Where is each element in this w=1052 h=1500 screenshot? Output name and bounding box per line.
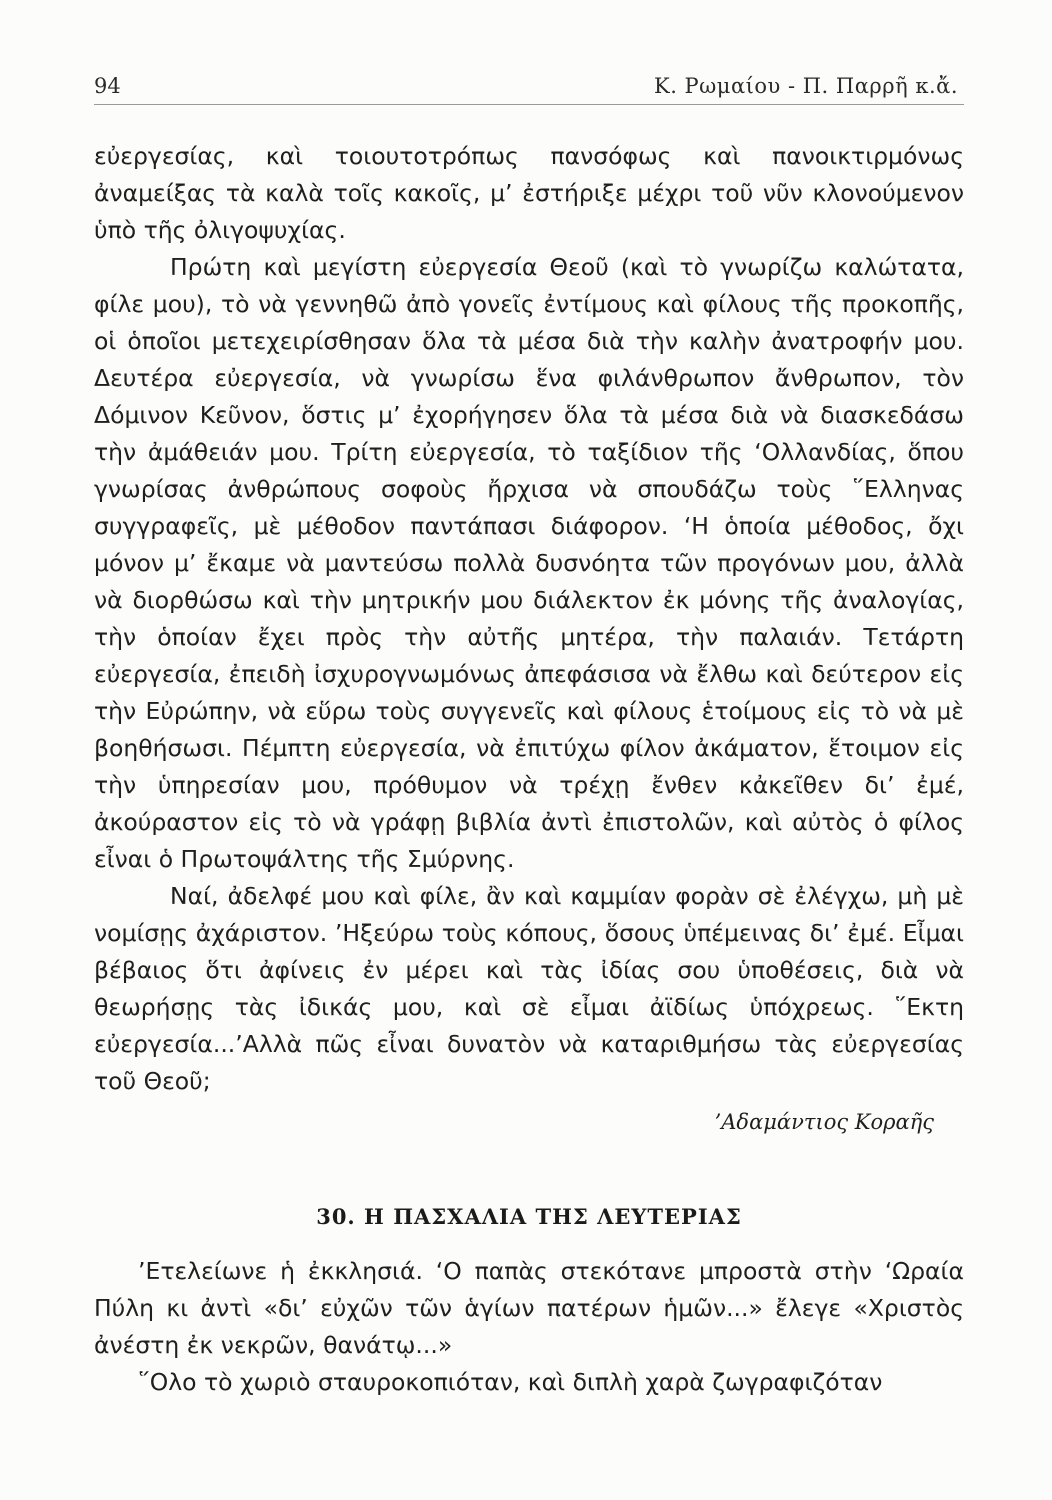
paragraph: Πρώτη καὶ μεγίστη εὐεργεσία Θεοῦ (καὶ τὸ γνωρίζω καλώτατα, φίλε μου), τὸ νὰ γεννηθῶ ἀπὸ γονεῖς ἐντίμους καὶ φίλους τῆς προκοπῆς, οἱ ὁποῖοι μετεχειρίσθησαν ὅλα τὰ μέσα διὰ τὴν καλὴν ἀνατροφήν μου. Δευτέρα εὐεργεσία, νὰ γνωρίσω ἕνα φιλάνθρωπον ἄνθρωπον, τὸν Δόμινον Κεῦνον, ὅστις μ’ ἐχορήγησεν ὅλα τὰ μέσα διὰ νὰ διασκεδάσω τὴν ἀμάθειάν μου. Τρίτη εὐεργεσία, τὸ ταξίδιον τῆς ‘Ολλανδίας, ὅπου γνωρίσας ἀνθρώπους σοφοὺς ἤρχισα νὰ σπουδάζω τοὺς ῞Ελληνας συγγραφεῖς, μὲ μέθοδον παντάπασι διάφορον. ‘Η ὁποία μέθοδος, ὄχι μόνον μ’ ἔκαμε νὰ μαντεύσω πολλὰ δυσνόητα τῶν προγόνων μου, ἀλλὰ νὰ διορθώσω καὶ τὴν μητρικήν μου διάλεκτον ἐκ μόνης τῆς ἀναλογίας, τὴν ὁποίαν ἔχει πρὸς τὴν αὐτῆς μητέρα, τὴν παλαιάν. Τετάρτη εὐεργεσία, ἐπειδὴ ἰσχυρογνωμόνως ἀπεφάσισα νὰ ἔλθω καὶ δεύτερον εἰς τὴν Εὐρώπην, νὰ εὕρω τοὺς συγγενεῖς καὶ φίλους ἑτοίμους εἰς τὸ νὰ μὲ βοηθήσωσι. Πέμπτη εὐεργεσία, νὰ ἐπιτύχω φίλον ἀκάματον, ἕτοιμον εἰς τὴν ὑπηρεσίαν μου, πρόθυμον νὰ τρέχῃ ἔνθεν κἀκεῖθεν δι’ ἐμέ, ἀκούραστον εἰς τὸ νὰ γράφῃ βιβλία ἀντὶ ἐπιστολῶν, καὶ αὐτὸς ὁ φίλος εἶναι ὁ Πρωτοψάλτης τῆς Σμύρνης. [94, 253, 964, 873]
header-rule [94, 104, 964, 105]
section-text [94, 1253, 964, 1401]
letter-text [94, 138, 964, 1141]
page-header [94, 74, 964, 104]
paragraph: Ναί, ἀδελφέ μου καὶ φίλε, ἂν καὶ καμμίαν φορὰν σὲ ἐλέγχω, μὴ μὲ νομίσῃς ἀχάριστον. ’Ηξεύρω τοὺς κόπους, ὅσους ὑπέμεινας δι’ ἐμέ. Εἶμαι βέβαιος ὅτι ἀφίνεις ἐν μέρει καὶ τὰς ἰδίας σου ὑποθέσεις, διὰ νὰ θεωρήσῃς τὰς ἰδικάς μου, καὶ σὲ εἶμαι ἀϊδίως ὑπόχρεως. ῞Εκτη εὐεργεσία...’Αλλὰ πῶς εἶναι δυνατὸν νὰ καταριθμήσω τὰς εὐεργεσίας τοῦ Θεοῦ; [94, 882, 964, 1095]
signature: ’Αδαμάντιος Κοραῆς [714, 1110, 934, 1134]
running-head: Κ. Ρωμαίου - Π. Παρρῆ κ.ἄ. [654, 74, 958, 98]
paragraph: ῞Ολο τὸ χωριὸ σταυροκοπιόταν, καὶ διπλὴ χαρὰ ζωγραφιζόταν [138, 1368, 883, 1396]
section-title: 30. Η ΠΑΣΧΑΛΙΑ ΤΗΣ ΛΕΥΤΕΡΙΑΣ [316, 1204, 742, 1229]
page-number: 94 [94, 74, 121, 98]
paragraph: ’Ετελείωνε ἡ ἐκκλησιά. ‘Ο παπὰς στεκότανε μπροστὰ στὴν ‘Ωραία Πύλη κι ἀντὶ «δι’ εὐχῶν τῶν ἁγίων πατέρων ἡμῶν...» ἔλεγε «Χριστὸς ἀνέστη ἐκ νεκρῶν, θανάτῳ...» [94, 1257, 964, 1359]
paragraph: εὐεργεσίας, καὶ τοιουτοτρόπως πανσόφως καὶ πανοικτιρμόνως ἀναμείξας τὰ καλὰ τοῖς κακοῖς, μ’ ἐστήριξε μέχρι τοῦ νῦν κλονούμενον ὑπὸ τῆς ὀλιγοψυχίας. [94, 142, 964, 244]
